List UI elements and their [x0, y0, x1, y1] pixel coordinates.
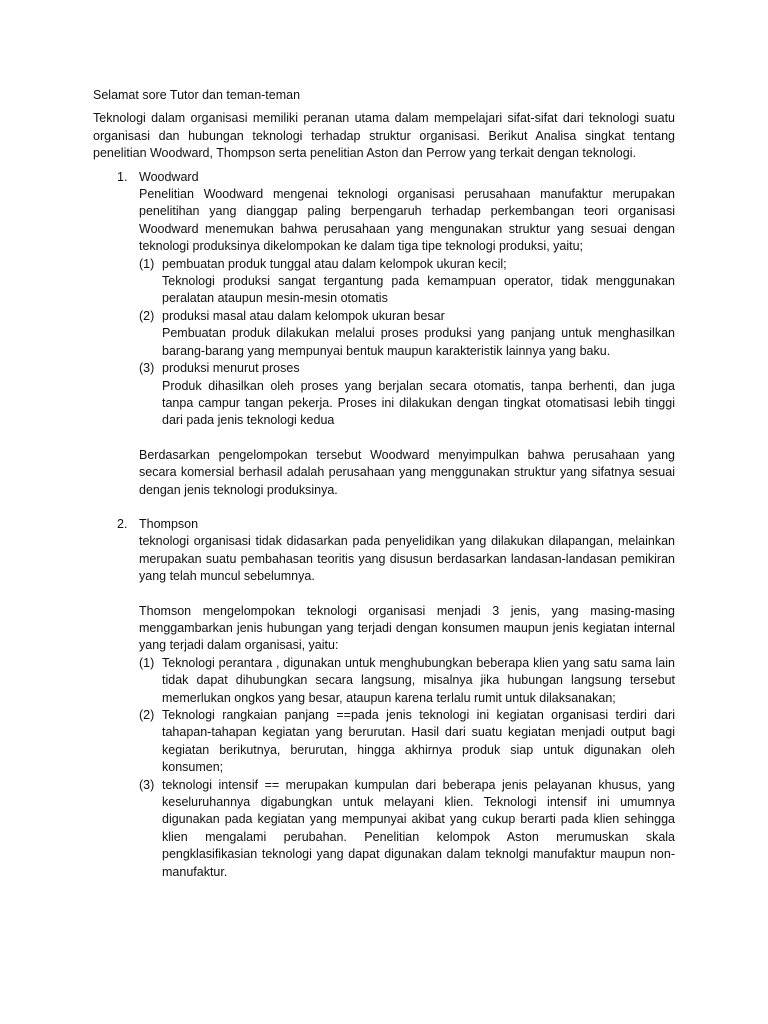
greeting-line: Selamat sore Tutor dan teman-teman	[93, 88, 301, 102]
list-item	[139, 256, 675, 308]
document-body	[93, 87, 675, 881]
list-item-text: teknologi intensif == merupakan kumpulan dari beberapa jenis pelayanan khusus, yang keseluruhannya digabungkan untuk melayani klien. Teknologi intensif ini umumnya digunakan pada kegiatan yang mempunyai akibat yang cukup berarti pada klien sehingga klien mengalami perubahan. Penelitian kelompok Aston merumuskan skala pengklasifikasian teknologi yang dapat digunakan dalam teknolgi manufaktur maupun non-manufaktur.	[162, 777, 675, 879]
spacer	[93, 499, 675, 516]
list-item-number: (1)	[139, 655, 155, 670]
section-intro: teknologi organisasi tidak didasarkan pada penyelidikan yang dilakukan dilapangan, melainkan merupakan suatu pembahasan teoritis yang disusun berdasarkan landasan-landasan pemikiran yang telah muncul sebelumnya.	[139, 534, 675, 584]
section-number: 2.	[117, 516, 128, 531]
list-item-desc: Teknologi produksi sangat tergantung pada kemampuan operator, tidak menggunakan peralatan ataupun mesin-mesin otomatis	[162, 274, 675, 306]
section-number: 1.	[117, 169, 128, 184]
list-item-desc: Pembuatan produk dilakukan melalui proses produksi yang panjang untuk menghasilkan barang-barang yang mempunyai bentuk maupun karakteristik lainnya yang baku.	[162, 326, 675, 358]
list-item	[139, 655, 675, 707]
intro-paragraph: Teknologi dalam organisasi memiliki peranan utama dalam mempelajari sifat-sifat dari teknologi suatu organisasi dan hubungan teknologi terhadap struktur organisasi. Berikut Analisa singkat tentang penelitian Woodward, Thompson serta penelitian Aston dan Perrow yang terkait dengan teknologi.	[93, 111, 675, 161]
list-item-number: (2)	[139, 308, 155, 323]
list-item	[139, 707, 675, 777]
list-item-desc: Produk dihasilkan oleh proses yang berjalan secara otomatis, tanpa berhenti, dan juga tanpa campur tangan pekerja. Proses ini dilakukan dengan tingkat otomatisasi lebih tinggi dari pada jenis teknologi kedua	[162, 378, 675, 428]
list-item	[139, 360, 675, 430]
list-item-number: (3)	[139, 777, 155, 792]
section-conclusion: Berdasarkan pengelompokan tersebut Woodward menyimpulkan bahwa perusahaan yang secara komersial berhasil adalah perusahaan yang menggunakan struktur yang sifatnya sesuai dengan jenis teknologi produksinya.	[139, 447, 675, 497]
section-title: Woodward	[139, 169, 199, 184]
section-intro: Penelitian Woodward mengenai teknologi organisasi perusahaan manufaktur merupakan penelitihan yang dianggap paling berpengaruh terhadap perkembangan teori organisasi Woodward menemukan bahwa perusahaan yang mengunakan struktur yang sesuai dengan teknologi produksinya dikelompokan ke dalam tiga tipe teknologi produksi, yaitu;	[139, 187, 675, 254]
spacer	[139, 586, 675, 603]
list-item-title: produksi menurut proses	[162, 361, 300, 376]
list-item-text: Teknologi perantara , digunakan untuk menghubungkan beberapa klien yang satu sama lain tidak dapat dihubungkan secara langsung, misalnya jika hubungan langsung tersebut memerlukan ongkos yang besar, ataupun karena terlalu rumit untuk dilaksanakan;	[162, 655, 675, 705]
list-item-number: (3)	[139, 361, 155, 376]
list-item-number: (1)	[139, 256, 155, 271]
list-item	[139, 777, 675, 881]
list-item-number: (2)	[139, 708, 155, 722]
section-title: Thompson	[139, 516, 199, 531]
list-item-title: pembuatan produk tunggal atau dalam kelompok ukuran kecil;	[162, 256, 507, 271]
section-woodward	[93, 169, 675, 499]
section-intro-2: Thomson mengelompokan teknologi organisasi menjadi 3 jenis, yang masing-masing menggambarkan jenis hubungan yang terjadi dengan konsumen maupun jenis kegiatan internal yang terjadi dalam organisasi, yaitu:	[139, 603, 675, 653]
section-thompson	[93, 516, 675, 881]
list-item-title: produksi masal atau dalam kelompok ukuran besar	[162, 308, 445, 323]
list-item	[139, 308, 675, 360]
list-item-text: Teknologi rangkaian panjang ==pada jenis teknologi ini kegiatan organisasi terdiri dari tahapan-tahapan kegiatan yang berurutan. Hasil dari suatu kegiatan menjadi output bagi kegiatan berikutnya, berurutan, hingga akhirnya produk siap untuk digunakan oleh konsumen;	[162, 708, 675, 775]
spacer	[139, 430, 675, 447]
